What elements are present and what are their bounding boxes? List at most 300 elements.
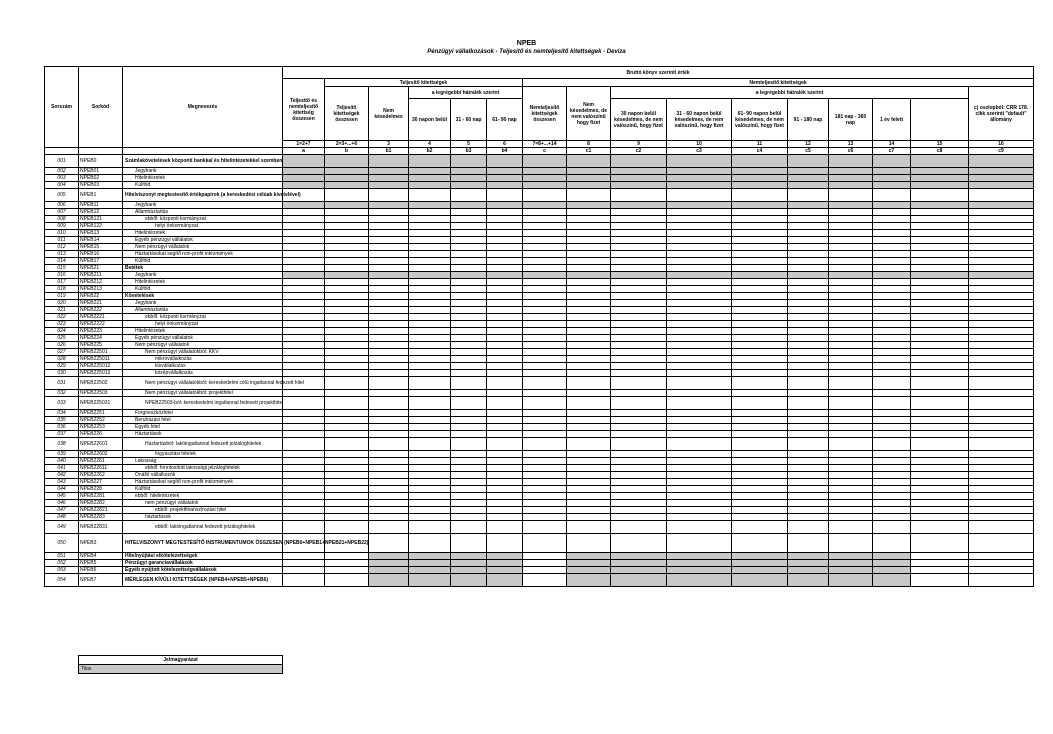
value-cell [567, 363, 611, 370]
row-label: kisvállalkozás [123, 363, 283, 370]
row-label: Külföld [123, 286, 283, 293]
value-cell [732, 349, 788, 356]
row-number: 038 [45, 438, 79, 451]
value-cell [667, 265, 732, 272]
value-cell [611, 237, 667, 244]
value-cell [325, 560, 369, 567]
value-cell [611, 258, 667, 265]
row-label: ebből: hitelintézetek [123, 493, 283, 500]
value-cell [409, 328, 451, 335]
value-cell [369, 458, 409, 465]
value-cell [788, 424, 829, 431]
value-cell [523, 390, 567, 397]
value-cell [369, 307, 409, 314]
value-cell [451, 486, 487, 493]
value-cell [369, 424, 409, 431]
value-cell [369, 182, 409, 189]
value-cell [732, 560, 788, 567]
value-cell [873, 272, 911, 279]
formula-11: 11 [732, 141, 788, 148]
value-cell [523, 377, 567, 390]
value-cell [788, 272, 829, 279]
value-cell [451, 397, 487, 410]
value-cell [788, 521, 829, 534]
value-cell [969, 244, 1034, 251]
value-cell [873, 417, 911, 424]
value-cell [567, 356, 611, 363]
value-cell [829, 321, 873, 328]
value-cell [409, 486, 451, 493]
value-cell [873, 465, 911, 472]
value-cell [873, 397, 911, 410]
value-cell [969, 251, 1034, 258]
value-cell [829, 486, 873, 493]
value-cell [325, 279, 369, 286]
value-cell [409, 424, 451, 431]
value-cell [409, 431, 451, 438]
value-cell [487, 328, 523, 335]
value-cell [911, 363, 969, 370]
value-cell [732, 534, 788, 553]
value-cell [611, 349, 667, 356]
value-cell [969, 356, 1034, 363]
table-row [45, 451, 1034, 458]
row-code: NPEB21 [79, 265, 123, 272]
value-cell [611, 189, 667, 202]
value-cell [829, 567, 873, 574]
value-cell [667, 307, 732, 314]
value-cell [911, 202, 969, 209]
value-cell [325, 397, 369, 410]
value-cell [369, 377, 409, 390]
value-cell [409, 397, 451, 410]
value-cell [523, 258, 567, 265]
row-label: NPEB22503-ból: kereskedelmi ingatlannal fedezett projekthitel [123, 397, 283, 410]
value-cell [969, 521, 1034, 534]
value-cell [667, 493, 732, 500]
row-label: ebből: lakóingatlannal fedezett jelzáloghitelek [123, 521, 283, 534]
value-cell [732, 189, 788, 202]
value-cell [667, 390, 732, 397]
value-cell [451, 553, 487, 560]
value-cell [788, 216, 829, 223]
value-cell [523, 507, 567, 514]
value-cell [283, 182, 325, 189]
row-label: Egyéb nyújtott kötelezettségvállalások [123, 567, 283, 574]
value-cell [829, 377, 873, 390]
value-cell [732, 521, 788, 534]
value-cell [873, 574, 911, 587]
row-label: Államháztartás [123, 209, 283, 216]
value-cell [611, 293, 667, 300]
value-cell [911, 328, 969, 335]
value-cell [409, 189, 451, 202]
value-cell [487, 349, 523, 356]
row-number: 013 [45, 251, 79, 258]
table-row [45, 438, 1034, 451]
table-row [45, 500, 1034, 507]
value-cell [523, 574, 567, 587]
value-cell [369, 451, 409, 458]
value-cell [409, 216, 451, 223]
value-cell [873, 493, 911, 500]
value-cell [369, 438, 409, 451]
table-row [45, 363, 1034, 370]
value-cell [325, 514, 369, 521]
value-cell [873, 300, 911, 307]
value-cell [911, 553, 969, 560]
value-cell [829, 168, 873, 175]
row-code: NPEB03 [79, 182, 123, 189]
value-cell [873, 363, 911, 370]
value-cell [829, 251, 873, 258]
value-cell [667, 410, 732, 417]
value-cell [788, 168, 829, 175]
header-hatralek-2: a legrégebbi hátralék szerint [611, 87, 969, 99]
letter-5: b3 [451, 148, 487, 155]
value-cell [873, 567, 911, 574]
value-cell [567, 314, 611, 321]
value-cell [788, 465, 829, 472]
value-cell [283, 223, 325, 230]
value-cell [873, 438, 911, 451]
value-cell [325, 286, 369, 293]
value-cell [788, 500, 829, 507]
value-cell [788, 328, 829, 335]
value-cell [567, 349, 611, 356]
value-cell [523, 410, 567, 417]
value-cell [451, 335, 487, 342]
value-cell [283, 168, 325, 175]
value-cell [567, 202, 611, 209]
value-cell [611, 155, 667, 168]
value-cell [369, 244, 409, 251]
value-cell [969, 286, 1034, 293]
value-cell [873, 321, 911, 328]
value-cell [873, 293, 911, 300]
value-cell [667, 534, 732, 553]
value-cell [487, 377, 523, 390]
value-cell [523, 251, 567, 258]
value-cell [732, 514, 788, 521]
value-cell [283, 431, 325, 438]
value-cell [451, 410, 487, 417]
value-cell [829, 216, 873, 223]
formula-13: 13 [829, 141, 873, 148]
value-cell [873, 155, 911, 168]
header-col-5: 31 - 60 nap [451, 99, 487, 141]
value-cell [788, 567, 829, 574]
value-cell [567, 390, 611, 397]
value-cell [873, 521, 911, 534]
value-cell [523, 458, 567, 465]
value-cell [567, 321, 611, 328]
value-cell [409, 349, 451, 356]
table-row [45, 521, 1034, 534]
value-cell [523, 175, 567, 182]
letter-9: c2 [611, 148, 667, 155]
value-cell [788, 451, 829, 458]
row-label: Háztartásból: lakóingatlannal fedezett jelzáloghitelek [123, 438, 283, 451]
value-cell [369, 363, 409, 370]
value-cell [487, 209, 523, 216]
value-cell [283, 349, 325, 356]
row-label: MÉRLEGEN KÍVÜLI KITETTSÉGEK (NPEB4+NPEB5+NPEB6) [123, 574, 283, 587]
value-cell [523, 514, 567, 521]
row-label: Egyéb pénzügyi vállalatok [123, 237, 283, 244]
value-cell [911, 377, 969, 390]
value-cell [732, 209, 788, 216]
value-cell [611, 397, 667, 410]
row-number: 014 [45, 258, 79, 265]
value-cell [732, 216, 788, 223]
row-number: 028 [45, 356, 79, 363]
value-cell [911, 486, 969, 493]
table-row [45, 251, 1034, 258]
value-cell [369, 410, 409, 417]
value-cell [487, 479, 523, 486]
row-code: NPEB01 [79, 168, 123, 175]
value-cell [369, 321, 409, 328]
row-number: 020 [45, 300, 79, 307]
value-cell [283, 321, 325, 328]
value-cell [523, 155, 567, 168]
value-cell [523, 209, 567, 216]
formula-6: 6 [487, 141, 523, 148]
row-number: 051 [45, 553, 79, 560]
table-row [45, 417, 1034, 424]
value-cell [667, 370, 732, 377]
value-cell [969, 472, 1034, 479]
value-cell [283, 438, 325, 451]
value-cell [567, 244, 611, 251]
value-cell [409, 560, 451, 567]
value-cell [969, 514, 1034, 521]
value-cell [325, 349, 369, 356]
value-cell [325, 377, 369, 390]
value-cell [873, 328, 911, 335]
row-code: NPEB22821 [79, 507, 123, 514]
row-number: 041 [45, 465, 79, 472]
value-cell [667, 377, 732, 390]
header-col-3: Nem késedelmes [369, 87, 409, 141]
value-cell [667, 431, 732, 438]
row-number: 004 [45, 182, 79, 189]
document-title: NPEB [516, 40, 537, 47]
value-cell [567, 286, 611, 293]
value-cell [451, 349, 487, 356]
value-cell [567, 377, 611, 390]
value-cell [611, 377, 667, 390]
row-label: Külföld [123, 486, 283, 493]
value-cell [567, 189, 611, 202]
value-cell [829, 349, 873, 356]
value-cell [409, 521, 451, 534]
value-cell [567, 300, 611, 307]
value-cell [523, 553, 567, 560]
value-cell [969, 335, 1034, 342]
value-cell [283, 424, 325, 431]
value-cell [732, 314, 788, 321]
value-cell [969, 223, 1034, 230]
value-cell [451, 370, 487, 377]
header-col-15: c) oszlopból: CRR 178. cikk szerinti "default" állomány [969, 87, 1034, 141]
value-cell [567, 507, 611, 514]
value-cell [788, 293, 829, 300]
table-row [45, 534, 1034, 553]
legend-title: Jelmagyarázat [79, 656, 283, 665]
table-row [45, 574, 1034, 587]
row-code: NPEB121 [79, 216, 123, 223]
row-number: 054 [45, 574, 79, 587]
value-cell [451, 458, 487, 465]
value-cell [732, 465, 788, 472]
table-row [45, 486, 1034, 493]
value-cell [487, 272, 523, 279]
value-cell [409, 168, 451, 175]
value-cell [487, 451, 523, 458]
value-cell [788, 493, 829, 500]
value-cell [667, 424, 732, 431]
value-cell [611, 209, 667, 216]
value-cell [969, 574, 1034, 587]
value-cell [451, 479, 487, 486]
value-cell [667, 258, 732, 265]
value-cell [523, 472, 567, 479]
value-cell [451, 493, 487, 500]
value-cell [283, 237, 325, 244]
value-cell [409, 390, 451, 397]
value-cell [567, 168, 611, 175]
value-cell [567, 175, 611, 182]
value-cell [732, 356, 788, 363]
value-cell [409, 251, 451, 258]
value-cell [969, 390, 1034, 397]
table-row [45, 209, 1034, 216]
value-cell [567, 258, 611, 265]
value-cell [451, 251, 487, 258]
value-cell [451, 189, 487, 202]
value-cell [911, 155, 969, 168]
value-cell [567, 251, 611, 258]
value-cell [409, 493, 451, 500]
value-cell [523, 560, 567, 567]
value-cell [451, 272, 487, 279]
value-cell [969, 342, 1034, 349]
value-cell [829, 286, 873, 293]
table-row [45, 370, 1034, 377]
value-cell [611, 424, 667, 431]
value-cell [911, 272, 969, 279]
value-cell [487, 251, 523, 258]
value-cell [911, 216, 969, 223]
value-cell [325, 472, 369, 479]
header-brutto: Bruttó könyv szerinti érték [283, 67, 1034, 79]
row-number: 019 [45, 293, 79, 300]
value-cell [829, 507, 873, 514]
row-number: 025 [45, 335, 79, 342]
value-cell [451, 451, 487, 458]
value-cell [487, 258, 523, 265]
table-row [45, 458, 1034, 465]
value-cell [451, 321, 487, 328]
value-cell [732, 363, 788, 370]
table-row [45, 314, 1034, 321]
value-cell [409, 342, 451, 349]
value-cell [788, 438, 829, 451]
value-cell [325, 363, 369, 370]
value-cell [788, 534, 829, 553]
value-cell [487, 553, 523, 560]
value-cell [283, 286, 325, 293]
row-code: NPEB13 [79, 230, 123, 237]
value-cell [911, 342, 969, 349]
row-code: NPEB14 [79, 237, 123, 244]
value-cell [369, 216, 409, 223]
value-cell [732, 507, 788, 514]
value-cell [325, 507, 369, 514]
row-number: 029 [45, 363, 79, 370]
value-cell [611, 335, 667, 342]
value-cell [451, 202, 487, 209]
value-cell [611, 286, 667, 293]
value-cell [911, 574, 969, 587]
table-row [45, 465, 1034, 472]
value-cell [487, 410, 523, 417]
row-number: 010 [45, 230, 79, 237]
value-cell [969, 417, 1034, 424]
value-cell [369, 574, 409, 587]
value-cell [451, 155, 487, 168]
value-cell [829, 574, 873, 587]
row-number: 050 [45, 534, 79, 553]
header-sorszam: Sorszám [45, 67, 79, 148]
value-cell [451, 438, 487, 451]
letter-6: b4 [487, 148, 523, 155]
value-cell [611, 230, 667, 237]
table-row [45, 175, 1034, 182]
row-number: 018 [45, 286, 79, 293]
value-cell [409, 286, 451, 293]
value-cell [788, 377, 829, 390]
value-cell [611, 342, 667, 349]
formula-7: 7=8+...+14 [523, 141, 567, 148]
value-cell [325, 417, 369, 424]
letter-11: c4 [732, 148, 788, 155]
value-cell [567, 155, 611, 168]
value-cell [409, 451, 451, 458]
formula-9: 9 [611, 141, 667, 148]
row-code: NPEB225031 [79, 397, 123, 410]
value-cell [523, 521, 567, 534]
value-cell [732, 223, 788, 230]
row-number: 047 [45, 507, 79, 514]
value-cell [611, 363, 667, 370]
value-cell [611, 486, 667, 493]
value-cell [788, 397, 829, 410]
value-cell [487, 363, 523, 370]
value-cell [911, 300, 969, 307]
value-cell [523, 417, 567, 424]
row-number: 002 [45, 168, 79, 175]
value-cell [409, 321, 451, 328]
value-cell [325, 493, 369, 500]
value-cell [451, 424, 487, 431]
value-cell [325, 521, 369, 534]
value-cell [487, 507, 523, 514]
value-cell [487, 189, 523, 202]
value-cell [911, 237, 969, 244]
